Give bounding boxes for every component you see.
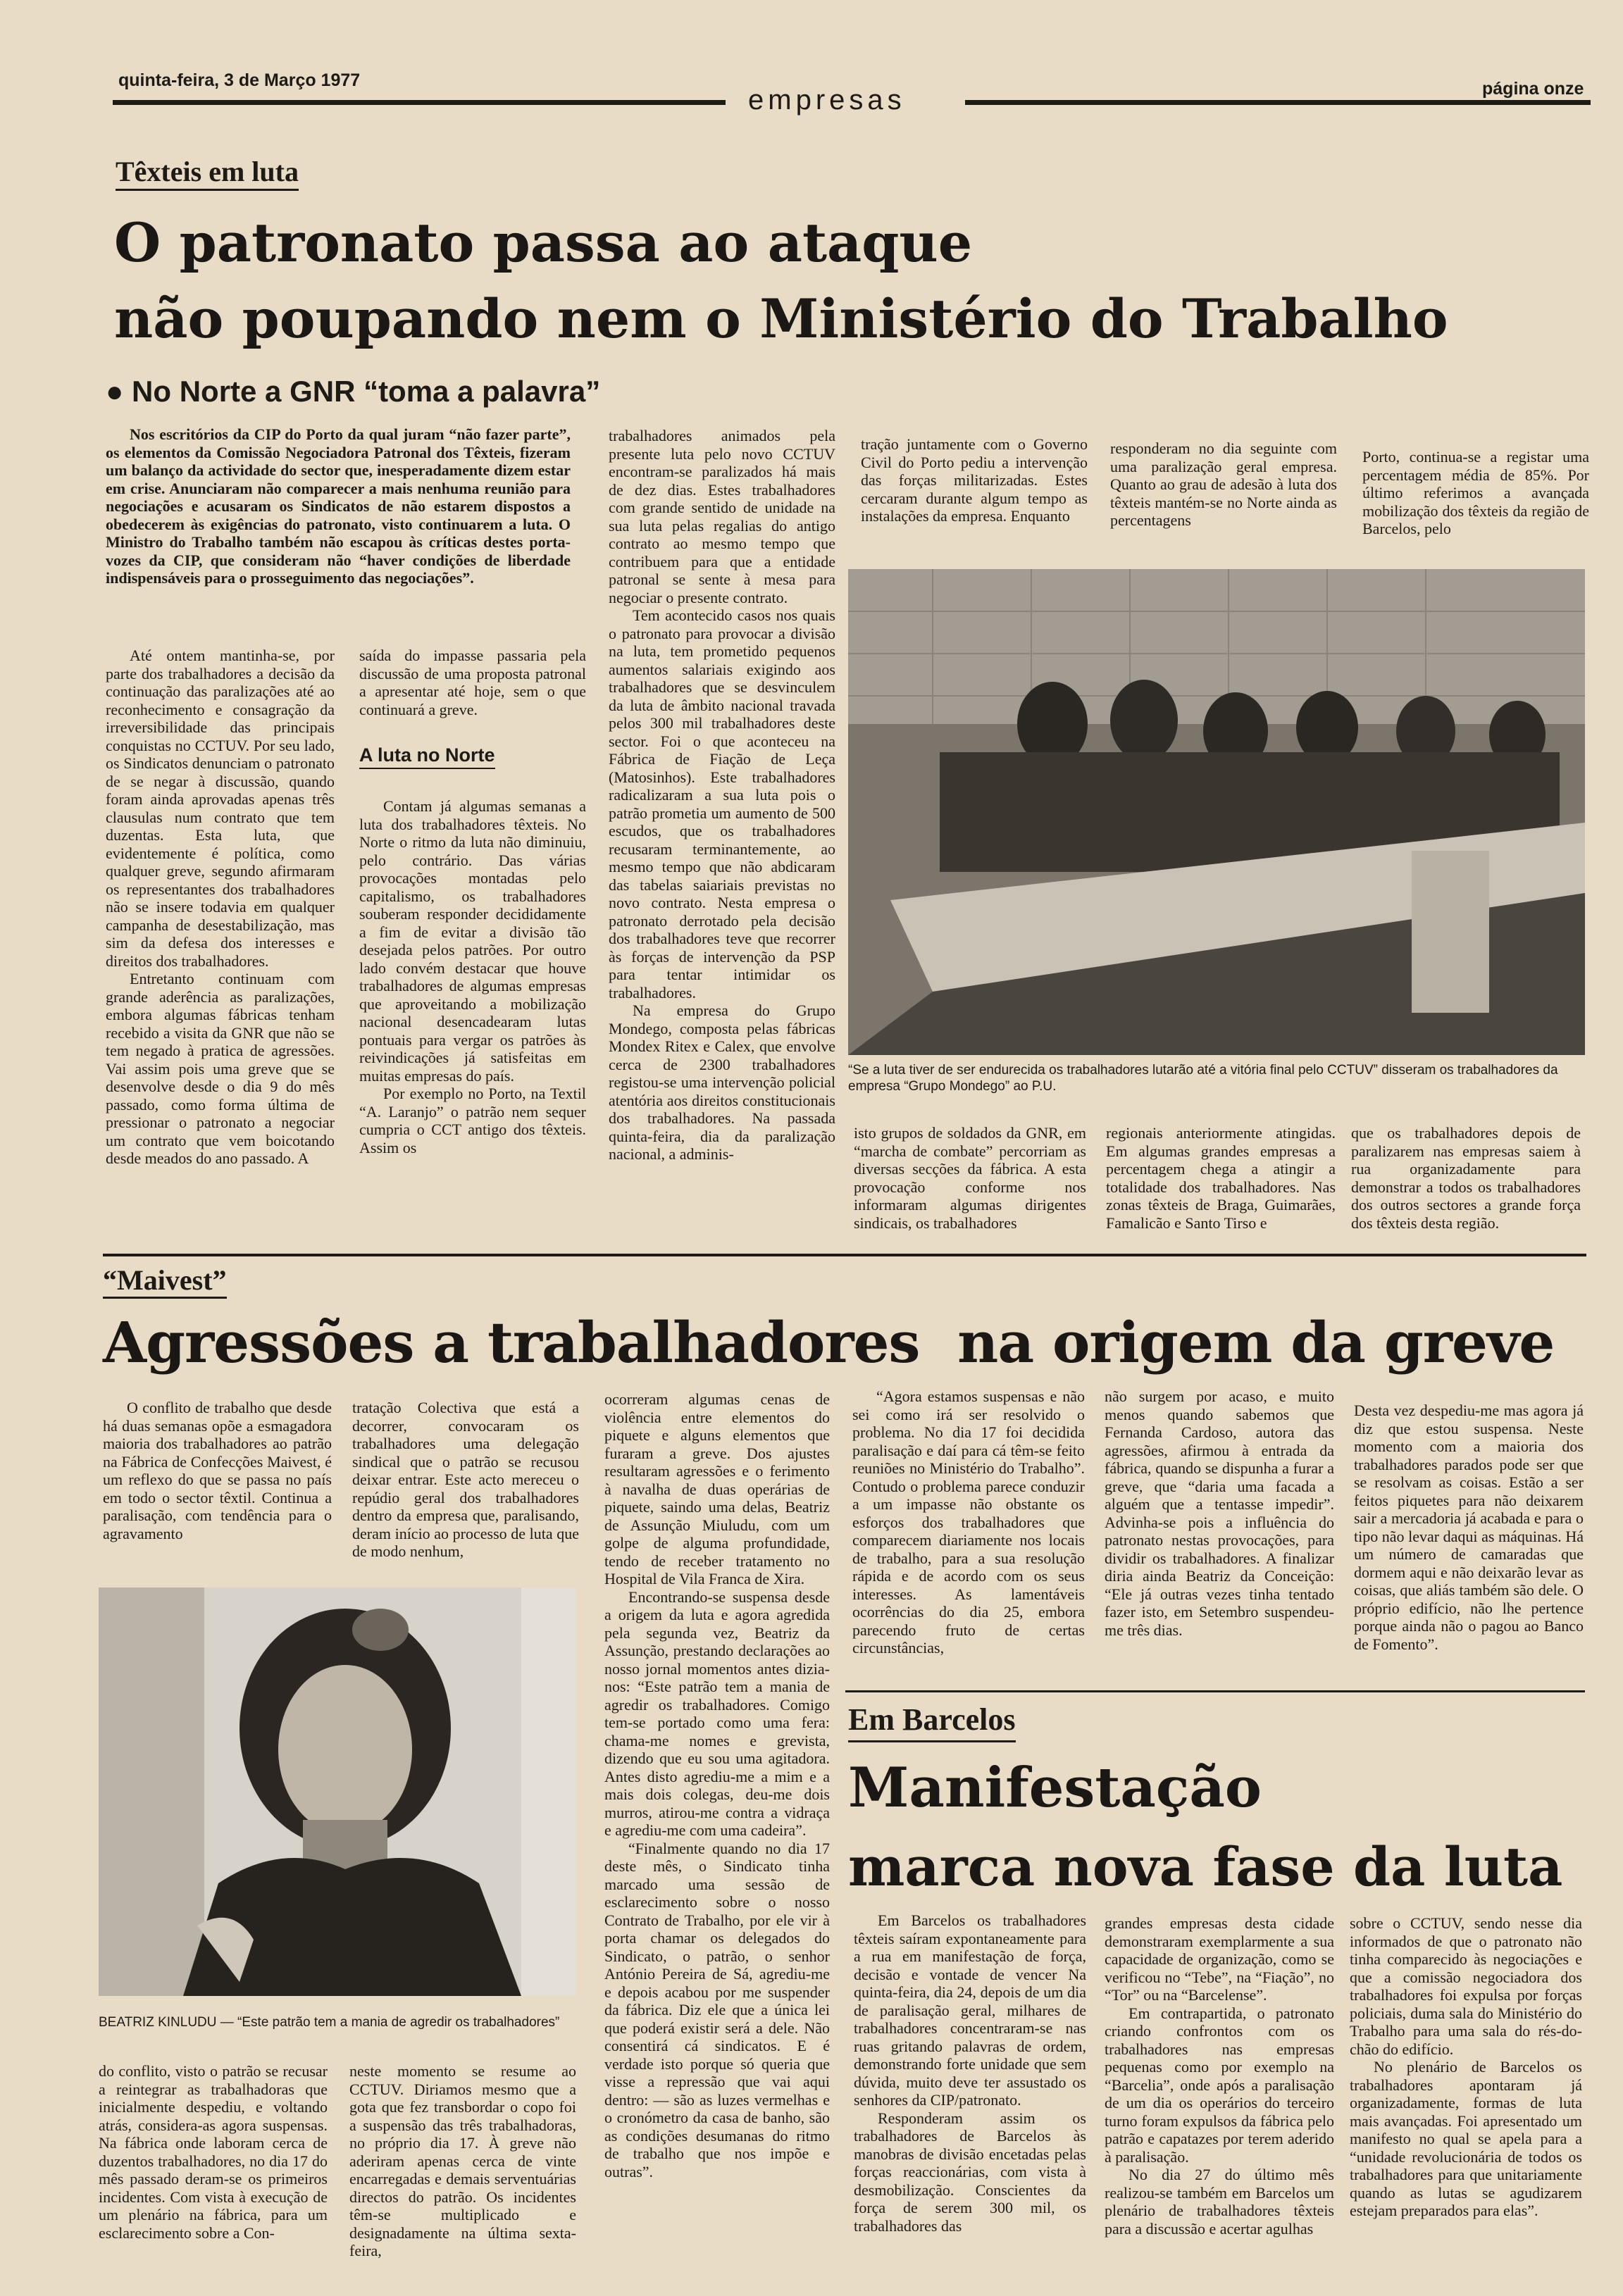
- article2-col5-top: [1105, 1387, 1334, 1683]
- article1-col4-top-text: tração juntamente com o Governo Civil do Porto pediu a intervenção das forças militarizadas. Estes cercaram durante algum tempo as instalações da empresa. Enquanto: [861, 435, 1088, 525]
- article1-col3-p1: trabalhadores animados pela presente luta pelo novo CCTUV encontram-se paralizados há mais de dez dias. Estes trabalhadores com grande sentido de unidade na sua luta pelas regalias do antigo contrato ao mesmo tempo que contribuem para que a entidade patronal se sente à mesa para negociar o presente contrato.: [609, 427, 835, 606]
- article3-col2-p1: grandes empresas desta cidade demonstraram exemplarmente a sua capacidade de organização, como se verificou no “Tebe”, na “Fiação”, no “Tor” ou na “Barcelense”.: [1105, 1914, 1334, 2004]
- article1-col1-p1: Até ontem mantinha-se, por parte dos trabalhadores a decisão da continuação das paralizações até ao reconhecimento e consagração da irreversibilidade das principais conquistas no CCTUV. Por seu lado, os Sindicatos denunciam o patronato de se negar à discussão, quando foram ainda aprovadas apenas três clausulas num contrato que tem duzentas. Esta luta, que evidentemente é política, como qualquer greve, segundo afirmaram os representantes dos trabalhadores não se insere todavia em qualquer campanha de desestabilização, mas sim da defesa dos interesses e direitos dos trabalhadores.: [106, 647, 335, 970]
- article1-col3-p3: Na empresa do Grupo Mondego, composta pelas fábricas Mondex Ritex e Calex, que envolve cerca de 2300 trabalhadores registou-se uma intervenção policial atentória aos direitos constitucionais dos trabalhadores. Na passada quinta-feira, dia da paralização nacional, a adminis-: [609, 1002, 835, 1163]
- article1-col4-bottom-text: isto grupos de soldados da GNR, em “marcha de combate” percorriam as diversas secções da fábrica. A esta provocação conforme nos informaram algumas dirigentes sindicais, os trabalhadores: [854, 1124, 1086, 1232]
- article3-col2-p2: Em contrapartida, o patronato criando confrontos com os trabalhadores nas empresas pequenas como por exemplo na “Barcelia”, onde após a paralisação de um dia os operários do terceiro turno foram expulsos da fábrica pelo patrão e capatazes por terem aderido à paralisação.: [1105, 2004, 1334, 2166]
- article1-subhead: [106, 375, 600, 408]
- article1-lead: [106, 425, 571, 634]
- article1-col3: [609, 427, 835, 1247]
- article1-col6-top-text: Porto, continua-se a registar uma percentagem média de 85%. Por último referimos a avançada mobilização dos têxteis da região de Barcelos, pelo: [1362, 448, 1589, 537]
- article1-col6-top: [1362, 448, 1589, 554]
- article1-col5-top: [1110, 439, 1337, 545]
- article1-kicker: Têxteis em luta: [116, 156, 299, 191]
- masthead-date: quinta-feira, 3 de Março 1977: [118, 70, 361, 90]
- article1-col3-p2: Tem acontecido casos nos quais o patronato para provocar a divisão na luta, tem prometido pequenos aumentos salariais exigindo aos trabalhadores que se desvinculem da luta de âmbito nacional travada pelos 300 mil trabalhadores deste sector. Foi o que aconteceu na Fábrica de Fiação de Leça (Matosinhos). Este trabalhadores radicalizaram a sua luta pois o patrão prometia um aumento de 500 escudos, que os trabalhadores recusaram terminantemente, ao mesmo tempo que não abdicaram das tabelas saiariais previstas no novo contrato. Nesta empresa o patronato derrotado pela decisão dos trabalhadores teve que recorrer às forças de intervenção da PSP para tentar intimidar os trabalhadores.: [609, 606, 835, 1002]
- article1-col2-p1: Contam já algumas semanas a luta dos trabalhadores têxteis. No Norte o ritmo da luta não diminuiu, pelo contrário. Das várias provocações montadas pelo capitalismo, os trabalhadores souberam responder decididamente a fim de evitar a divisão tão desejada pelos patrões. Por outro lado convém destacar que houve trabalhadores de algumas empresas que aproveitando a mobilização nacional desencadearam lutas pontuais para vergar os patrões às reivindicações já satisfeitas em muitas empresas do país.: [359, 797, 586, 1085]
- masthead-section: empresas: [748, 85, 906, 116]
- article2-col4-top: [852, 1387, 1085, 1683]
- masthead-rule-right: [965, 100, 1591, 105]
- article2-col4-top-text: “Agora estamos suspensas e não sei como irá ser resolvido o problema. No dia 17 foi decidida paralisação e daí para cá têm-se feito reuniões no Ministério do Trabalho”. Contudo o problema parece conduzir a um impasse não obstante os esforços dos trabalhadores que comparecem diariamente nos locais de trabalho, para a sua resolução rápida e de acordo com os seus interesses. As lamentáveis ocorrências do dia 25, embora parecendo fruto de certas circunstâncias,: [852, 1387, 1085, 1657]
- article3-headline-line2: marca nova fase da luta: [848, 1835, 1563, 1898]
- article1-col2-p2: Por exemplo no Porto, na Textil “A. Laranjo” o patrão nem sequer cumpria o CCT antigo dos têxteis. Assim os: [359, 1085, 586, 1156]
- article3-col3: [1350, 1914, 1582, 2272]
- photo-workers-meeting: [848, 569, 1585, 1055]
- photo-beatriz: [99, 1587, 576, 1996]
- article2-col2-bottom-text: neste momento se resume ao CCTUV. Diriamos mesmo que a gota que fez transbordar o copo foi a suspensão das três trabalhadoras, no próprio dia 17. À greve não aderiram apenas cerca de vinte encarregadas e demais serventuárias directos do patrão. Os incidentes têm-se multiplicado e designadamente na última sexta-feira,: [349, 2062, 576, 2259]
- article2-col3: [604, 1390, 830, 2272]
- article2-col1-top: [103, 1399, 332, 1561]
- masthead-page-number: página onze: [1482, 79, 1584, 99]
- article1-col5-top-text: responderam no dia seguinte com uma paralização geral empresa. Quanto ao grau de adesão à luta dos têxteis mantém-se no Norte ainda as percentagens: [1110, 439, 1337, 529]
- article1-col1: [106, 647, 335, 1247]
- article2-col1-bottom-text: do conflito, visto o patrão se recusar a reintegrar as trabalhadoras que inicialmente despediu, e voltando atrás, considera-as agora suspensas. Na fábrica onde laboram cerca de duzentos trabalhadores, no dia 17 do mês passado deram-se os primeiros incidentes. Com vista à execução de um plenário na fábrica, para um esclarecimento sobre a Con-: [99, 2062, 328, 2242]
- article1-col6-bottom: [1351, 1124, 1581, 1247]
- photo-beatriz-image: [99, 1587, 576, 1996]
- article1-headline-line2: não poupando nem o Ministério do Trabalho: [114, 287, 1448, 350]
- article3-headline-line1: Manifestação: [848, 1756, 1262, 1820]
- article3-col1-p2: Responderam assim os trabalhadores de Barcelos às manobras de divisão encetadas pelas forças reaccionárias, com vista à desmobilização. Conscientes da força de serem 300 mil, os trabalhadores das: [854, 2109, 1086, 2235]
- article2-col2-bottom: [349, 2062, 576, 2273]
- article2-col2-top: [352, 1399, 579, 1561]
- article3-col1-p1: Em Barcelos os trabalhadores têxteis saíram expontaneamente para a rua em manifestação de força, decisão e vontade de vencer Na quinta-feira, dia 24, depois de um dia de paralisação geral, milhares de trabalhadores concentraram-se nas ruas gritando palavras de ordem, demonstrando forte unidade que sem dúvida, muito deve ter assustado os senhores da CIP/patronato.: [854, 1911, 1086, 2109]
- article2-col6-top-text: Desta vez despediu-me mas agora já diz que estou suspensa. Neste momento com a maioria dos trabalhadores parados pode ser que se resolvam as coisas. Estão a ser feitos piquetes para não deixarem sair a mercadoria já acabada e para o tipo não levar daqui as máquinas. Há um número de camaradas que dormem aqui e não deixarão levar as coisas, que aliás também são dele. O próprio edifício, não lhe pertence porque ainda não o pagou ao Banco de Fomento”.: [1354, 1402, 1584, 1653]
- article1-col2: [359, 647, 586, 1247]
- article2-col1-top-text: O conflito de trabalho que desde há duas semanas opõe a esmagadora maioria dos trabalhadores ao patrão na Fábrica de Confecções Maivest, é um reflexo do que se passa no país em todo o sector têxtil. Continua a paralisação, com tendência para o agravamento: [103, 1399, 332, 1542]
- article3-col3-p2: No plenário de Barcelos os trabalhadores apontaram já organizadamente, formas de luta mais avançadas. Foi apresentado um manifesto no qual se apela para a “unidade revolucionária de todos os trabalhadores para que unitariamente quando as lutas se agudizarem estejam preparados para elas”.: [1350, 2058, 1582, 2219]
- article3-col2: [1105, 1914, 1334, 2272]
- article2-photo-caption: BEATRIZ KINLUDU — “Este patrão tem a mania de agredir os trabalhadores”: [99, 2015, 560, 2030]
- article1-col2-top: saída do impasse passaria pela discussão de uma proposta patronal a apresentar até hoje, sem o que continuará a greve.: [359, 647, 586, 718]
- article2-headline: Agressões a trabalhadores na origem da greve: [103, 1309, 1555, 1375]
- article2-kicker: “Maivest”: [103, 1264, 227, 1299]
- article2-col5-top-text: não surgem por acaso, e muito menos quando sabemos que Fernanda Cardoso, autora das agressões, afirmou à entrada da fábrica, quando se dispunha a furar a greve, que “daria uma facada a alguém que a tentasse impedir”. Advinha-se pois a influência do patronato nestas provocações, para dividir os trabalhadores. A finalizar diria ainda Beatriz da Conceição: “Ele já outras vezes tinha tentado fazer isto, em Setembro suspendeu-me três dias.: [1105, 1387, 1334, 1639]
- section-divider: [103, 1254, 1586, 1256]
- article1-col5-bottom-text: regionais anteriormente atingidas. Em algumas grandes empresas a percentagem chega a atingir a totalidade dos trabalhadores. Nas zonas têxteis de Braga, Guimarães, Famalicão e Santo Tirso e: [1106, 1124, 1336, 1232]
- article1-col1-p2: Entretanto continuam com grande aderência as paralizações, embora algumas fábricas tenham recebido a visita da GNR que não se tem negado à pratica de agressões. Vai assim pois uma greve que se desenvolve desde o dia 9 do mês passado, como forma última de pressionar o patronato a negociar um contrato que vem boicotando desde meados do ano passado. A: [106, 970, 335, 1167]
- article3-col2-p3: No dia 27 do último mês realizou-se também em Barcelos um plenário de trabalhadores têxteis para a discussão e acertar agulhas: [1105, 2166, 1334, 2238]
- article1-col6-bottom-text: que os trabalhadores depois de paralizarem nas empresas saiem à rua organizadamente para demonstrar a todos os trabalhadores dos outros sectores a grande força dos têxteis desta região.: [1351, 1124, 1581, 1232]
- article2-col3-p2: Encontrando-se suspensa desde a origem da luta e agora agredida pela segunda vez, Beatriz da Assunção, prestando declarações ao nosso jornal momentos antes dizia-nos: “Este patrão tem a mania de agredir os trabalhadores. Comigo tem-se portado como uma fera: chama-me nomes e grevista, dizendo que eu sou uma agitadora. Antes disto agrediu-me a mim e a mais dois colegas, deu-me dois murros, atirou-me contra a vidraça e agrediu-me com uma cadeira”.: [604, 1587, 830, 1839]
- article1-subhead-text: No Norte a GNR “toma a palavra”: [132, 375, 601, 408]
- photo-workers-meeting-image: [848, 569, 1585, 1055]
- article2-col1-bottom: [99, 2062, 328, 2273]
- article3-col1: [854, 1911, 1086, 2272]
- article1-col4-top: [861, 435, 1088, 541]
- article1-col4-bottom: [854, 1124, 1086, 1247]
- article1-col5-bottom: [1106, 1124, 1336, 1247]
- article2-col3-p1: ocorreram algumas cenas de violência entre elementos do piquete e alguns elementos que furaram a greve. Dos ajustes resultaram agressões e o ferimento à navalha de duas operárias de piquete, saindo uma delas, Beatriz de Assunção Miuludu, com um golpe de alguma profundidade, tendo de receber tratamento no Hospital de Vila Franca de Xira.: [604, 1390, 830, 1587]
- article2-col6-top: [1354, 1402, 1584, 1683]
- article1-lead-text: Nos escritórios da CIP do Porto da qual juram “não fazer parte”, os elementos da Comissão Negociadora Patronal dos Têxteis, fizeram um balanço da actividade do sector que, inesperadamente dizem estar em crise. Anunciaram não comparecer a mais nenhuma reunião para negociações e acusaram os Sindicatos de não estarem dispostos a obedecerem às exigências do patronato, visto continuarem a luta. O Ministro do Trabalho também não escapou às críticas destes porta-vozes da CIP, que consideram não “haver condições de liberdade indispensáveis para o prosseguimento das negociações”.: [106, 425, 571, 587]
- article3-top-rule: [845, 1690, 1585, 1692]
- bullet-icon: ●: [106, 375, 132, 408]
- article1-headline-line1: O patronato passa ao ataque: [114, 211, 973, 274]
- article1-col2-subhead: A luta no Norte: [359, 744, 495, 769]
- article3-kicker: Em Barcelos: [848, 1702, 1016, 1742]
- article2-col2-top-text: tratação Colectiva que está a decorrer, convocaram os trabalhadores uma delegação sindical que o patrão se recusou deixar entrar. Este acto mereceu o repúdio geral dos trabalhadores dentro da empresa que, paralisando, deram início ao processo de luta que de modo nenhum,: [352, 1399, 579, 1560]
- article2-col3-p3: “Finalmente quando no dia 17 deste mês, o Sindicato tinha marcado uma sessão de esclarecimento sobre o nosso Contrato de Trabalho, por ele vir à porta chamar os delegados do Sindicato, o patrão, o senhor António Pereira de Sá, agrediu-me e depois acabou por me suspender da fábrica. Diz ele que a única lei que poderá existir será a dele. Não consentirá cá sindicatos. E é verdade isto porque só queria que visse a repressão que vai aqui dentro: — são as luzes vermelhas e o cronómetro da casa de banho, são as condições desumanas do ritmo de trabalho que nos impõe e outras”.: [604, 1839, 830, 2180]
- masthead-rule-left: [113, 100, 726, 105]
- article3-col3-p1: sobre o CCTUV, sendo nesse dia informados de que o patronato não tinha comparecido às negociações e que a comissão negociadora dos trabalhadores foi expulsa por forças policiais, duma sala do Ministério do Trabalho para uma sala do rés-do-chão do edifício.: [1350, 1914, 1582, 2058]
- article1-photo-caption: “Se a luta tiver de ser endurecida os trabalhadores lutarão até a vitória final pelo CCTUV” disseram os trabalhadores da empresa “Grupo Mondego” ao P.U.: [848, 1063, 1558, 1094]
